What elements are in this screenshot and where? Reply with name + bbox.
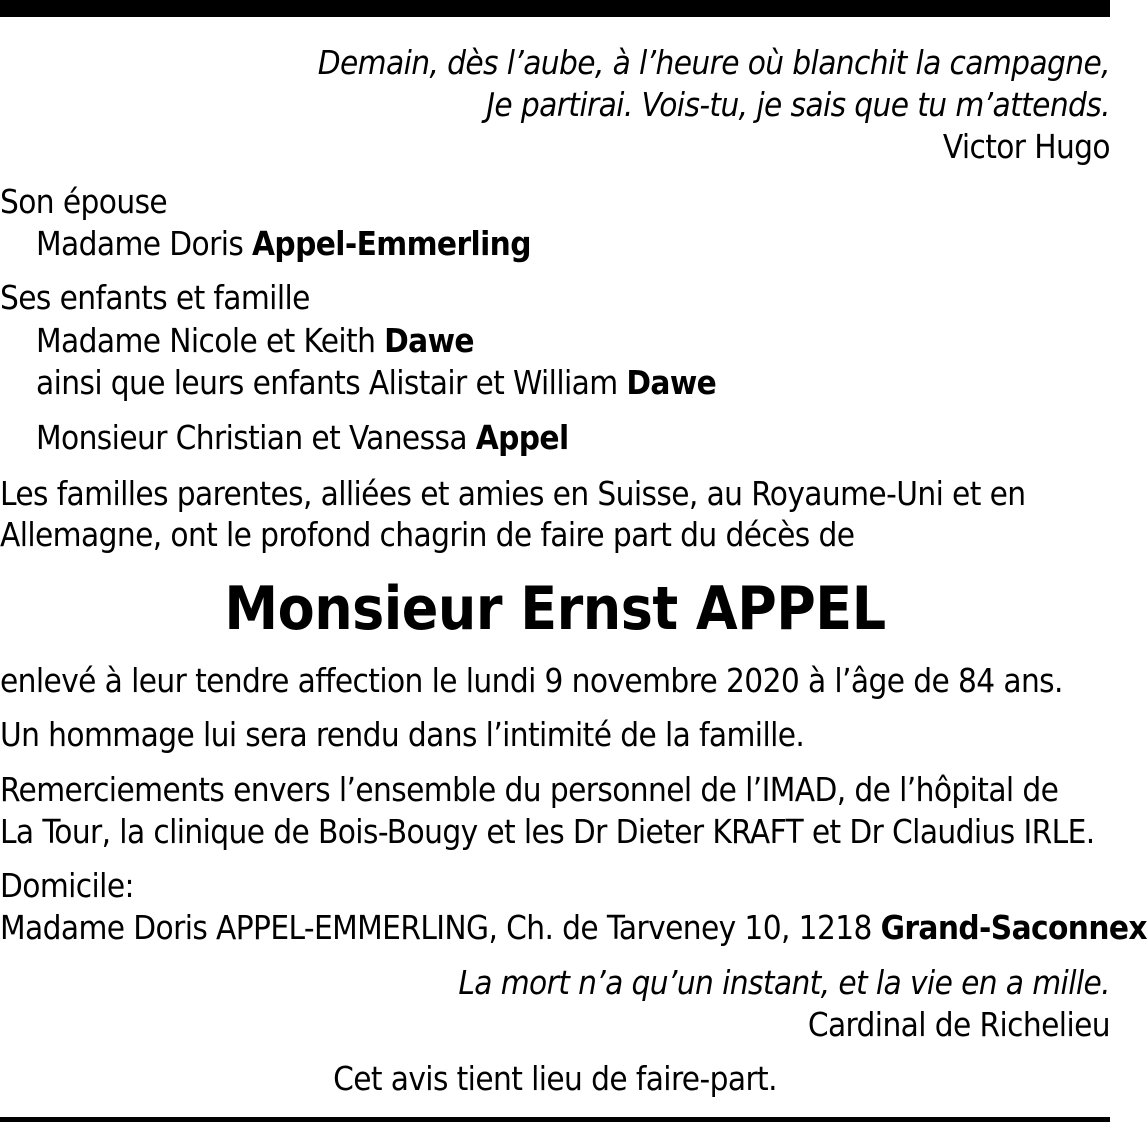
thanks-line-2: La Tour, la clinique de Bois-Bougy et les Dr Dieter KRAFT et Dr Claudius IRLE. xyxy=(0,812,1095,851)
child-row-1: Madame Nicole et Keith Dawe xyxy=(36,321,474,360)
spouse-heading: Son épouse xyxy=(0,182,168,221)
families-line-1: Les familles parentes, alliées et amies en Suisse, au Royaume-Uni et en xyxy=(0,474,1026,513)
quote2-author: Cardinal de Richelieu xyxy=(807,1005,1110,1044)
closing-note: Cet avis tient lieu de faire-part. xyxy=(333,1059,777,1098)
child-row-2: ainsi que leurs enfants Alistair et William Dawe xyxy=(36,363,717,402)
families-line-2: Allemagne, ont le profond chagrin de faire part du décès de xyxy=(0,515,855,554)
quote2-line: La mort n’a qu’un instant, et la vie en a mille. xyxy=(458,963,1110,1002)
deceased-name: Monsieur Ernst APPEL xyxy=(224,574,886,644)
quote-line-2: Je partirai. Vois-tu, je sais que tu m’attends. xyxy=(486,85,1110,124)
thanks-line-1: Remerciements envers l’ensemble du personnel de l’IMAD, de l’hôpital de xyxy=(0,770,1059,809)
quote-line-1: Demain, dès l’aube, à l’heure où blanchit la campagne, xyxy=(317,43,1110,82)
domicile-heading: Domicile: xyxy=(0,866,134,905)
domicile-address: Madame Doris APPEL-EMMERLING, Ch. de Tarveney 10, 1218 Grand-Saconnex xyxy=(0,908,1147,947)
children-heading: Ses enfants et famille xyxy=(0,278,310,317)
homage-line: Un hommage lui sera rendu dans l’intimité de la famille. xyxy=(0,715,805,754)
death-line: enlevé à leur tendre affection le lundi 9 novembre 2020 à l’âge de 84 ans. xyxy=(0,661,1063,700)
quote-author: Victor Hugo xyxy=(942,127,1110,166)
child-row-3: Monsieur Christian et Vanessa Appel xyxy=(36,418,569,457)
spouse-name: Madame Doris Appel-Emmerling xyxy=(36,224,531,263)
bottom-rule xyxy=(0,1117,1110,1122)
top-rule xyxy=(0,0,1110,17)
